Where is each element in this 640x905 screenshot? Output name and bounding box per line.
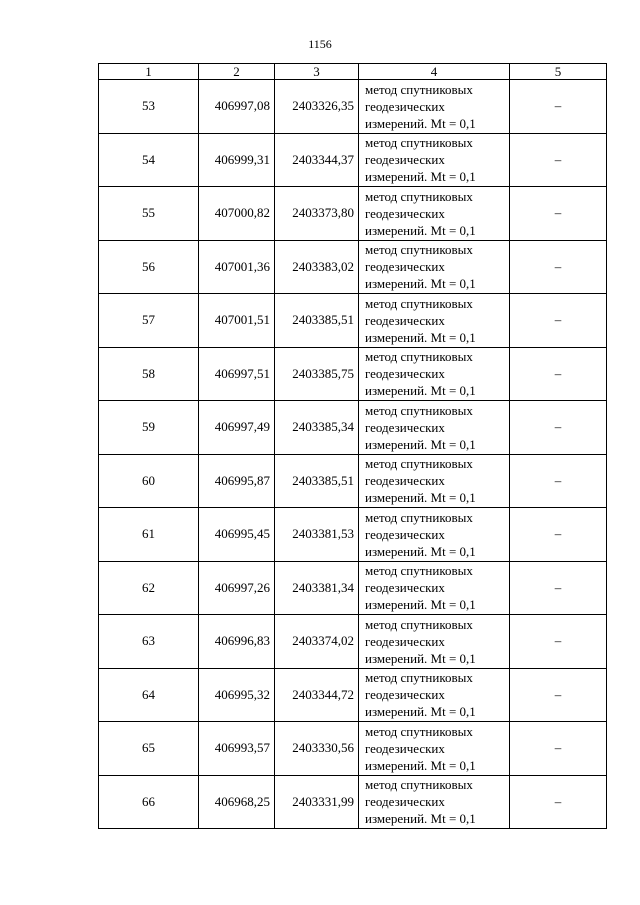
x-coordinate-cell: 406997,08: [199, 80, 275, 134]
table-row: [99, 240, 607, 294]
table-row: [99, 401, 607, 455]
method-cell: метод спутниковых геодезических измерений. Mt = 0,1: [359, 347, 510, 401]
method-cell: метод спутниковых геодезических измерений. Mt = 0,1: [359, 240, 510, 294]
x-coordinate-cell: 406968,25: [199, 775, 275, 829]
method-cell: метод спутниковых геодезических измерений. Mt = 0,1: [359, 294, 510, 348]
x-coordinate-cell: 406996,83: [199, 615, 275, 669]
x-coordinate-cell: 406995,32: [199, 668, 275, 722]
y-coordinate-cell: 2403374,02: [275, 615, 359, 669]
note-cell: –: [510, 187, 607, 241]
note-cell: –: [510, 240, 607, 294]
y-coordinate-cell: 2403331,99: [275, 775, 359, 829]
method-cell: метод спутниковых геодезических измерений. Mt = 0,1: [359, 615, 510, 669]
note-cell: –: [510, 668, 607, 722]
point-number-cell: 54: [99, 133, 199, 187]
x-coordinate-cell: 407001,51: [199, 294, 275, 348]
y-coordinate-cell: 2403385,34: [275, 401, 359, 455]
page-number: 1156: [308, 37, 332, 51]
x-coordinate-cell: 406995,45: [199, 508, 275, 562]
point-number-cell: 57: [99, 294, 199, 348]
table-row: [99, 187, 607, 241]
point-number-cell: 58: [99, 347, 199, 401]
point-number-cell: 55: [99, 187, 199, 241]
y-coordinate-cell: 2403330,56: [275, 722, 359, 776]
point-number-cell: 62: [99, 561, 199, 615]
x-coordinate-cell: 407000,82: [199, 187, 275, 241]
note-cell: –: [510, 401, 607, 455]
y-coordinate-cell: 2403385,51: [275, 454, 359, 508]
point-number-cell: 56: [99, 240, 199, 294]
method-cell: метод спутниковых геодезических измерений. Mt = 0,1: [359, 668, 510, 722]
y-coordinate-cell: 2403344,72: [275, 668, 359, 722]
table-row: [99, 347, 607, 401]
table-header-row: [99, 64, 607, 80]
table-row: [99, 615, 607, 669]
table-row: [99, 80, 607, 134]
x-coordinate-cell: 406993,57: [199, 722, 275, 776]
y-coordinate-cell: 2403383,02: [275, 240, 359, 294]
table-row: [99, 454, 607, 508]
note-cell: –: [510, 508, 607, 562]
point-number-cell: 66: [99, 775, 199, 829]
column-header: 4: [359, 64, 510, 80]
method-cell: метод спутниковых геодезических измерений. Mt = 0,1: [359, 508, 510, 562]
y-coordinate-cell: 2403373,80: [275, 187, 359, 241]
method-cell: метод спутниковых геодезических измерений. Mt = 0,1: [359, 80, 510, 134]
y-coordinate-cell: 2403381,34: [275, 561, 359, 615]
point-number-cell: 63: [99, 615, 199, 669]
table-row: [99, 561, 607, 615]
table-row: [99, 668, 607, 722]
column-header: 1: [99, 64, 199, 80]
table-row: [99, 508, 607, 562]
method-cell: метод спутниковых геодезических измерений. Mt = 0,1: [359, 401, 510, 455]
note-cell: –: [510, 294, 607, 348]
note-cell: –: [510, 80, 607, 134]
method-cell: метод спутниковых геодезических измерений. Mt = 0,1: [359, 454, 510, 508]
method-cell: метод спутниковых геодезических измерений. Mt = 0,1: [359, 187, 510, 241]
table-row: [99, 133, 607, 187]
point-number-cell: 59: [99, 401, 199, 455]
table-row: [99, 775, 607, 829]
column-header: 3: [275, 64, 359, 80]
note-cell: –: [510, 615, 607, 669]
x-coordinate-cell: 407001,36: [199, 240, 275, 294]
point-number-cell: 60: [99, 454, 199, 508]
table-row: [99, 722, 607, 776]
point-number-cell: 53: [99, 80, 199, 134]
column-header: 2: [199, 64, 275, 80]
note-cell: –: [510, 561, 607, 615]
x-coordinate-cell: 406997,49: [199, 401, 275, 455]
y-coordinate-cell: 2403385,75: [275, 347, 359, 401]
method-cell: метод спутниковых геодезических измерений. Mt = 0,1: [359, 775, 510, 829]
table-row: [99, 294, 607, 348]
x-coordinate-cell: 406997,51: [199, 347, 275, 401]
y-coordinate-cell: 2403385,51: [275, 294, 359, 348]
method-cell: метод спутниковых геодезических измерений. Mt = 0,1: [359, 722, 510, 776]
y-coordinate-cell: 2403344,37: [275, 133, 359, 187]
x-coordinate-cell: 406999,31: [199, 133, 275, 187]
point-number-cell: 65: [99, 722, 199, 776]
coordinates-table: [98, 63, 607, 829]
note-cell: –: [510, 775, 607, 829]
method-cell: метод спутниковых геодезических измерений. Mt = 0,1: [359, 561, 510, 615]
y-coordinate-cell: 2403381,53: [275, 508, 359, 562]
point-number-cell: 61: [99, 508, 199, 562]
column-header: 5: [510, 64, 607, 80]
point-number-cell: 64: [99, 668, 199, 722]
note-cell: –: [510, 133, 607, 187]
x-coordinate-cell: 406997,26: [199, 561, 275, 615]
note-cell: –: [510, 454, 607, 508]
note-cell: –: [510, 347, 607, 401]
method-cell: метод спутниковых геодезических измерений. Mt = 0,1: [359, 133, 510, 187]
x-coordinate-cell: 406995,87: [199, 454, 275, 508]
note-cell: –: [510, 722, 607, 776]
y-coordinate-cell: 2403326,35: [275, 80, 359, 134]
